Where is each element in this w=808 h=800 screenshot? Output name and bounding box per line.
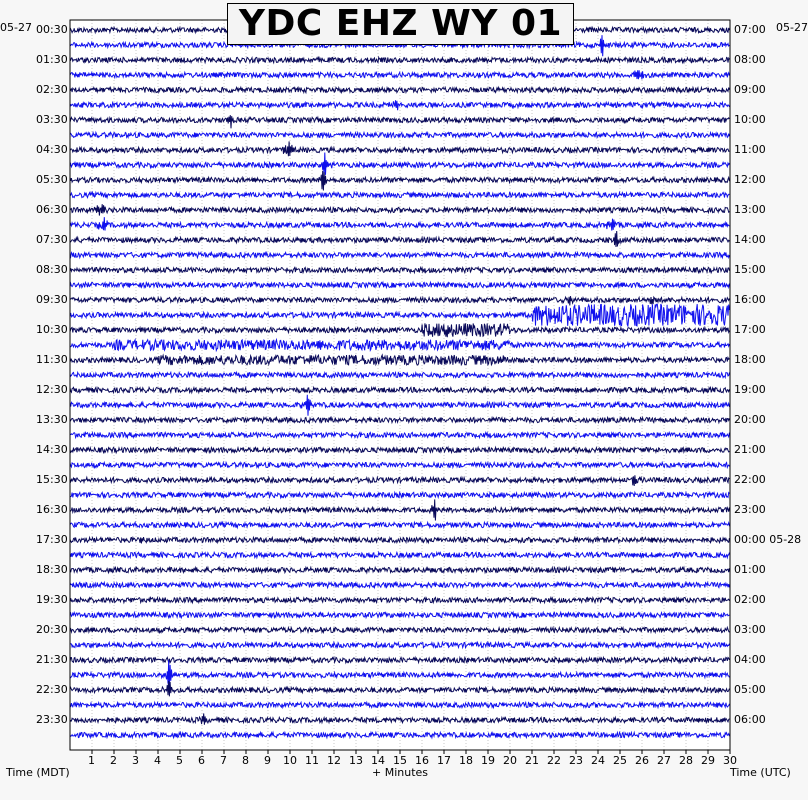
x-tick-label: 26 — [635, 754, 649, 767]
right-time-label: 17:00 — [734, 323, 766, 336]
left-time-label: 09:30 — [36, 293, 68, 306]
x-tick-label: 28 — [679, 754, 693, 767]
x-tick-label: 13 — [349, 754, 363, 767]
left-time-label: 12:30 — [36, 383, 68, 396]
left-time-label: 04:30 — [36, 143, 68, 156]
right-time-label: 09:00 — [734, 83, 766, 96]
x-tick-label: 29 — [701, 754, 715, 767]
right-time-label: 22:00 — [734, 473, 766, 486]
plot-area — [70, 20, 730, 750]
right-time-label: 21:00 — [734, 443, 766, 456]
right-time-label: 23:00 — [734, 503, 766, 516]
right-time-label: 16:00 — [734, 293, 766, 306]
x-tick-label: 9 — [264, 754, 271, 767]
x-tick-label: 19 — [481, 754, 495, 767]
left-time-label: 01:30 — [36, 53, 68, 66]
left-time-label: 05:30 — [36, 173, 68, 186]
right-time-label: 00:00 05-28 — [734, 533, 802, 546]
left-time-label: 19:30 — [36, 593, 68, 606]
x-axis-label: + Minutes — [372, 766, 429, 779]
right-time-label: 02:00 — [734, 593, 766, 606]
right-time-label: 20:00 — [734, 413, 766, 426]
right-time-label: 06:00 — [734, 713, 766, 726]
x-tick-label: 14 — [371, 754, 385, 767]
x-tick-label: 23 — [569, 754, 583, 767]
date-right-top: 05-27 — [776, 21, 808, 34]
right-time-label: 08:00 — [734, 53, 766, 66]
left-time-label: 13:30 — [36, 413, 68, 426]
left-time-label: 08:30 — [36, 263, 68, 276]
right-axis-label: Time (UTC) — [730, 766, 791, 779]
x-tick-label: 7 — [220, 754, 227, 767]
x-tick-label: 18 — [459, 754, 473, 767]
left-time-label: 10:30 — [36, 323, 68, 336]
x-tick-label: 1 — [88, 754, 95, 767]
left-time-label: 14:30 — [36, 443, 68, 456]
right-time-label: 05:00 — [734, 683, 766, 696]
right-time-label: 10:00 — [734, 113, 766, 126]
x-tick-label: 21 — [525, 754, 539, 767]
date-left: 05-27 — [0, 21, 32, 34]
right-time-label: 15:00 — [734, 263, 766, 276]
x-tick-label: 4 — [154, 754, 161, 767]
left-time-label: 21:30 — [36, 653, 68, 666]
x-tick-label: 22 — [547, 754, 561, 767]
x-tick-label: 16 — [415, 754, 429, 767]
right-time-label: 04:00 — [734, 653, 766, 666]
x-tick-label: 2 — [110, 754, 117, 767]
x-tick-label: 12 — [327, 754, 341, 767]
left-time-label: 07:30 — [36, 233, 68, 246]
x-tick-label: 24 — [591, 754, 605, 767]
x-tick-label: 10 — [283, 754, 297, 767]
x-tick-label: 30 — [723, 754, 737, 767]
right-time-label: 12:00 — [734, 173, 766, 186]
right-time-label: 14:00 — [734, 233, 766, 246]
right-time-label: 11:00 — [734, 143, 766, 156]
left-time-label: 20:30 — [36, 623, 68, 636]
x-tick-label: 27 — [657, 754, 671, 767]
left-time-label: 16:30 — [36, 503, 68, 516]
left-time-label: 15:30 — [36, 473, 68, 486]
x-tick-label: 15 — [393, 754, 407, 767]
x-tick-label: 25 — [613, 754, 627, 767]
right-time-label: 18:00 — [734, 353, 766, 366]
left-time-label: 22:30 — [36, 683, 68, 696]
x-tick-label: 3 — [132, 754, 139, 767]
chart-title: YDC EHZ WY 01 — [227, 3, 574, 45]
right-time-label: 03:00 — [734, 623, 766, 636]
left-time-label: 23:30 — [36, 713, 68, 726]
right-time-label: 01:00 — [734, 563, 766, 576]
left-time-label: 03:30 — [36, 113, 68, 126]
right-time-label: 13:00 — [734, 203, 766, 216]
x-tick-label: 8 — [242, 754, 249, 767]
left-axis-label: Time (MDT) — [6, 766, 70, 779]
left-time-label: 06:30 — [36, 203, 68, 216]
x-tick-label: 20 — [503, 754, 517, 767]
right-time-label: 19:00 — [734, 383, 766, 396]
x-tick-label: 17 — [437, 754, 451, 767]
x-tick-label: 6 — [198, 754, 205, 767]
left-time-label: 18:30 — [36, 563, 68, 576]
x-tick-label: 11 — [305, 754, 319, 767]
right-time-label: 07:00 — [734, 23, 766, 36]
x-tick-label: 5 — [176, 754, 183, 767]
left-time-label: 02:30 — [36, 83, 68, 96]
left-time-label: 00:30 — [36, 23, 68, 36]
left-time-label: 17:30 — [36, 533, 68, 546]
left-time-label: 11:30 — [36, 353, 68, 366]
